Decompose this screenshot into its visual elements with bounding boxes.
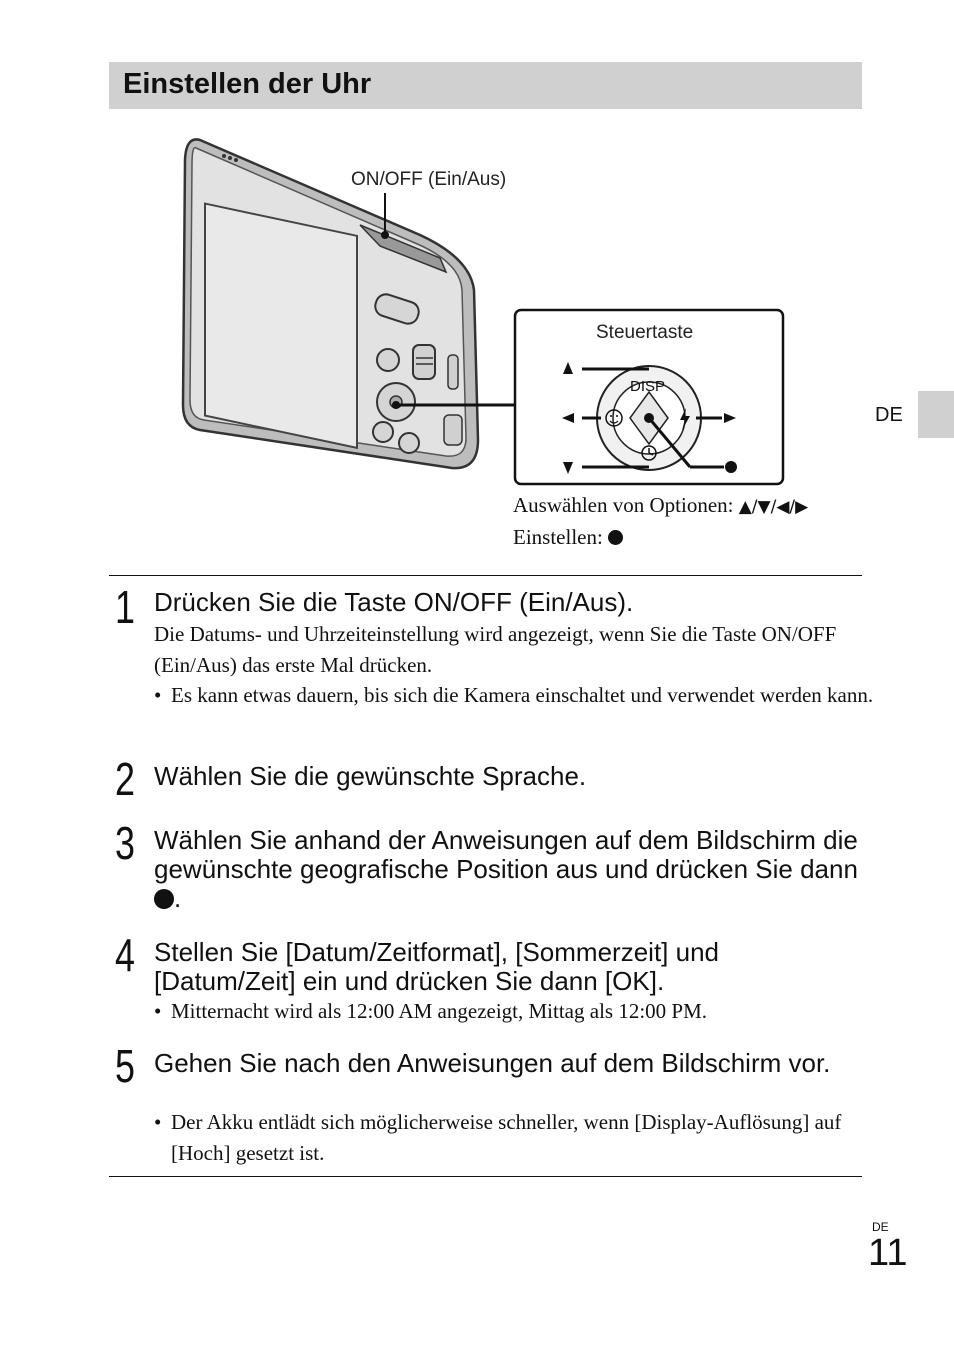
step-heading: Gehen Sie nach den Anweisungen auf dem Bildschirm vor. bbox=[154, 1048, 831, 1078]
onoff-label: ON/OFF (Ein/Aus) bbox=[351, 169, 507, 190]
disp-label: DISP bbox=[630, 378, 666, 395]
footer-language: DE bbox=[872, 1220, 889, 1234]
step-heading: Drücken Sie die Taste ON/OFF (Ein/Aus). bbox=[154, 587, 634, 617]
step-heading: Stellen Sie [Datum/Zeitformat], [Sommerzeit] und [Datum/Zeit] ein und drücken Sie dann [OK]. bbox=[154, 937, 719, 996]
step-number: 3 bbox=[115, 817, 135, 869]
step-heading bbox=[154, 826, 859, 913]
step-number: 5 bbox=[115, 1040, 135, 1092]
camera-button-bottom-right bbox=[399, 433, 419, 453]
step-1 bbox=[109, 581, 874, 707]
step-5 bbox=[109, 1040, 869, 1165]
page-title: Einstellen der Uhr bbox=[123, 68, 372, 100]
camera-screen bbox=[205, 204, 357, 448]
step-number: 4 bbox=[115, 929, 135, 981]
step-bullet: • Mitternacht wird als 12:00 AM angezeigt, Mittag als 12:00 PM. bbox=[154, 996, 876, 1027]
step-heading-text: Wählen Sie anhand der Anweisungen auf dem Bildschirm die gewünschte geografische Position aus und drücken Sie dann bbox=[154, 825, 858, 884]
step-body: Die Datums- und Uhrzeiteinstellung wird angezeigt, wenn Sie die Taste ON/OFF (Ein/Aus) das erste Mal drücken. bbox=[154, 622, 837, 677]
side-language-tab bbox=[918, 391, 954, 438]
caption-arrows: ▲/▼/◀/▶ bbox=[738, 497, 809, 517]
camera-illustration bbox=[0, 0, 954, 560]
side-language-label: DE bbox=[875, 404, 903, 426]
bottom-rule bbox=[109, 1176, 862, 1177]
caption-set-text: Einstellen: bbox=[513, 525, 609, 549]
top-rule bbox=[109, 575, 862, 576]
caption-select-text: Auswählen von Optionen: bbox=[513, 493, 739, 517]
camera-button-bottom-left bbox=[373, 422, 393, 442]
step-heading: Wählen Sie die gewünschte Sprache. bbox=[154, 761, 587, 791]
figure-caption bbox=[513, 490, 808, 552]
camera-button-top bbox=[377, 349, 399, 371]
step-bullet: • Der Akku entlädt sich möglicherweise schneller, wenn [Display-Auflösung] auf [Hoch] gesetzt ist. bbox=[154, 1107, 876, 1169]
center-button-icon bbox=[608, 530, 623, 545]
page-number: 11 bbox=[868, 1232, 908, 1274]
step-4 bbox=[109, 929, 869, 1023]
caption-select-line bbox=[513, 490, 808, 522]
control-title: Steuertaste bbox=[596, 322, 694, 343]
step-number: 2 bbox=[115, 753, 135, 805]
step-number: 1 bbox=[115, 581, 135, 633]
step-bullet: • Es kann etwas dauern, bis sich die Kamera einschaltet und verwendet werden kann. bbox=[154, 680, 876, 711]
center-button-dot-icon bbox=[725, 461, 737, 473]
step-heading-end: . bbox=[174, 883, 182, 913]
caption-set-line bbox=[513, 522, 808, 552]
center-button-icon bbox=[154, 889, 174, 909]
